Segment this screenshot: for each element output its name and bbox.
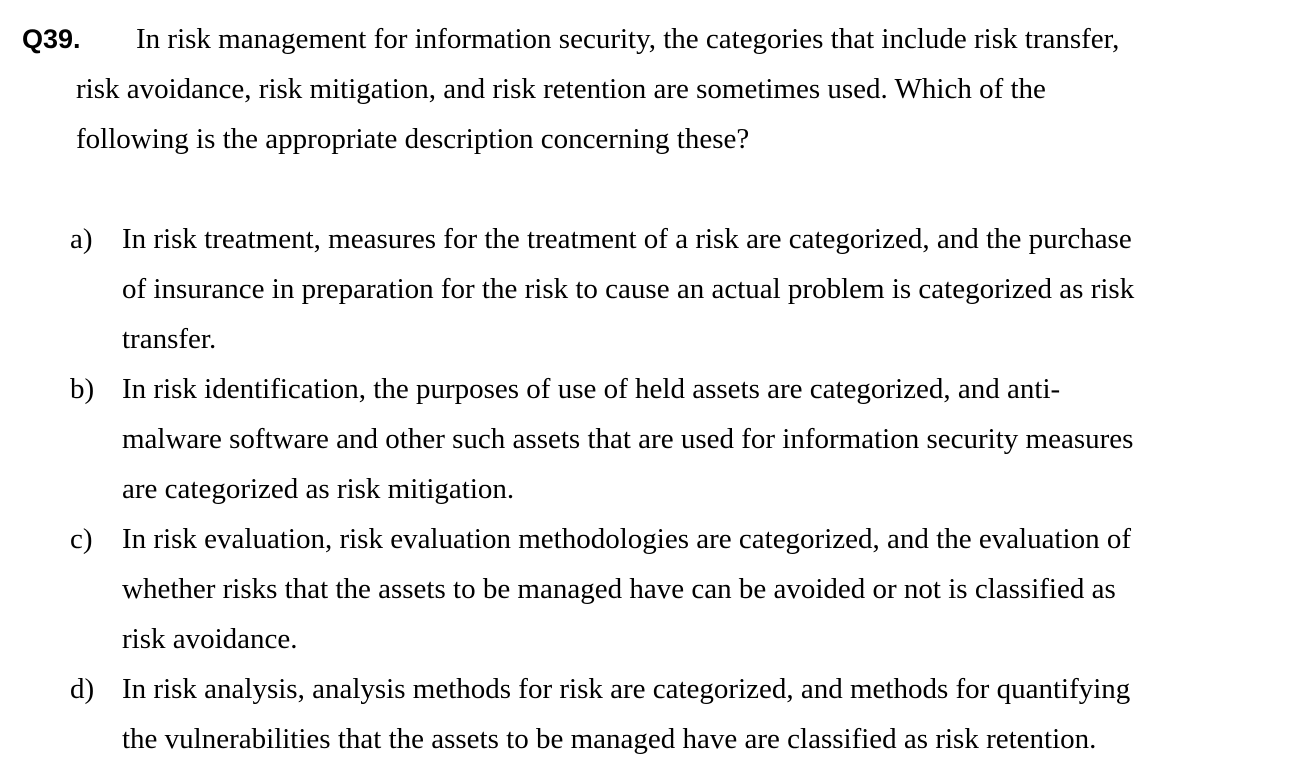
question-line-1 — [22, 14, 1282, 64]
question-text-line: following is the appropriate description concerning these? — [76, 123, 750, 155]
choice-letter: a) — [70, 223, 93, 255]
choice-text-line: the vulnerabilities that the assets to be managed have are classified as risk retention. — [122, 723, 1097, 755]
choice-letter: d) — [70, 673, 95, 705]
question-text-line: risk avoidance, risk mitigation, and risk retention are sometimes used. Which of the — [76, 73, 1046, 105]
choice-letter: b) — [70, 373, 95, 405]
choice-text-line: transfer. — [122, 323, 217, 355]
choice-text-line: malware software and other such assets that are used for information security measures — [122, 423, 1134, 455]
question-text-line: In risk management for information security, the categories that include risk transfer, — [136, 23, 1120, 55]
choice-text-line: are categorized as risk mitigation. — [122, 473, 515, 505]
choice-text-line: of insurance in preparation for the risk to cause an actual problem is categorized as risk — [122, 273, 1135, 305]
choice-text-line: In risk treatment, measures for the treatment of a risk are categorized, and the purchase — [122, 223, 1132, 255]
question-number: Q39. — [22, 24, 81, 54]
choice-text-line: risk avoidance. — [122, 623, 298, 655]
choice-text-line: In risk evaluation, risk evaluation methodologies are categorized, and the evaluation of — [122, 523, 1132, 555]
choice-letter: c) — [70, 523, 93, 555]
choice-text-line: whether risks that the assets to be managed have can be avoided or not is classified as — [122, 573, 1116, 605]
choice-text-line: In risk analysis, analysis methods for risk are categorized, and methods for quantifying — [122, 673, 1131, 705]
choice-b[interactable] — [70, 364, 1290, 514]
question-stem — [22, 14, 1282, 164]
choice-d[interactable] — [70, 664, 1290, 764]
choice-a[interactable] — [70, 214, 1290, 364]
answer-choices — [70, 214, 1290, 764]
choice-c[interactable] — [70, 514, 1290, 664]
choice-text-line: In risk identification, the purposes of use of held assets are categorized, and anti- — [122, 373, 1061, 405]
